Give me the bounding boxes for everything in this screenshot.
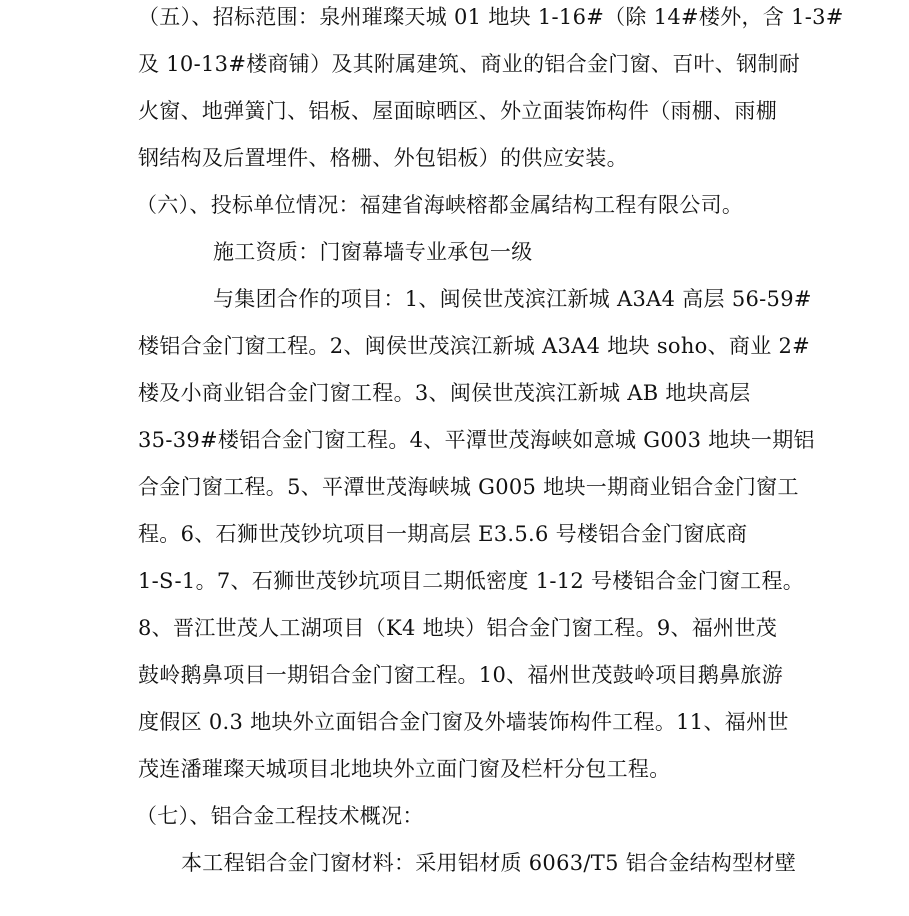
section-5-line-1: （五）、招标范围：泉州璀璨天城 01 地块 1-16#（除 14#楼外，含 1-3# xyxy=(138,5,844,29)
section-7-heading: （七）、铝合金工程技术概况： xyxy=(136,804,424,828)
projects-line-8: 8、晋江世茂人工湖项目（K4 地块）铝合金门窗工程。9、福州世茂 xyxy=(138,616,778,640)
projects-line-9: 鼓岭鹅鼻项目一期铝合金门窗工程。10、福州世茂鼓岭项目鹅鼻旅游 xyxy=(138,663,784,687)
section-5-line-4: 钢结构及后置埋件、格栅、外包铝板）的供应安装。 xyxy=(138,146,628,170)
projects-line-4: 35-39#楼铝合金门窗工程。4、平潭世茂海峡如意城 G003 地块一期铝 xyxy=(138,428,815,452)
section-6-heading: （六）、投标单位情况：福建省海峡榕都金属结构工程有限公司。 xyxy=(136,193,744,217)
projects-line-3: 楼及小商业铝合金门窗工程。3、闽侯世茂滨江新城 AB 地块高层 xyxy=(138,381,751,405)
projects-line-10: 度假区 0.3 地块外立面铝合金门窗及外墙装饰构件工程。11、福州世 xyxy=(138,710,789,734)
qualification-line: 施工资质：门窗幕墙专业承包一级 xyxy=(213,240,533,264)
projects-line-7: 1-S-1。7、石狮世茂钞坑项目二期低密度 1-12 号楼铝合金门窗工程。 xyxy=(138,569,805,593)
projects-line-5: 合金门窗工程。5、平潭世茂海峡城 G005 地块一期商业铝合金门窗工 xyxy=(138,475,799,499)
section-5-line-2: 及 10-13#楼商铺）及其附属建筑、商业的铝合金门窗、百叶、钢制耐 xyxy=(138,52,801,76)
technical-overview-line-1: 本工程铝合金门窗材料：采用铝材质 6063/T5 铝合金结构型材壁 xyxy=(181,851,797,875)
projects-line-6: 程。6、石狮世茂钞坑项目一期高层 E3.5.6 号楼铝合金门窗底商 xyxy=(138,522,748,546)
section-5-line-3: 火窗、地弹簧门、铝板、屋面晾晒区、外立面装饰构件（雨棚、雨棚 xyxy=(138,99,777,123)
projects-line-2: 楼铝合金门窗工程。2、闽侯世茂滨江新城 A3A4 地块 soho、商业 2# xyxy=(138,334,811,358)
projects-line-1: 与集团合作的项目：1、闽侯世茂滨江新城 A3A4 高层 56-59# xyxy=(213,287,812,311)
projects-line-11: 茂连潘璀璨天城项目北地块外立面门窗及栏杆分包工程。 xyxy=(138,757,671,781)
